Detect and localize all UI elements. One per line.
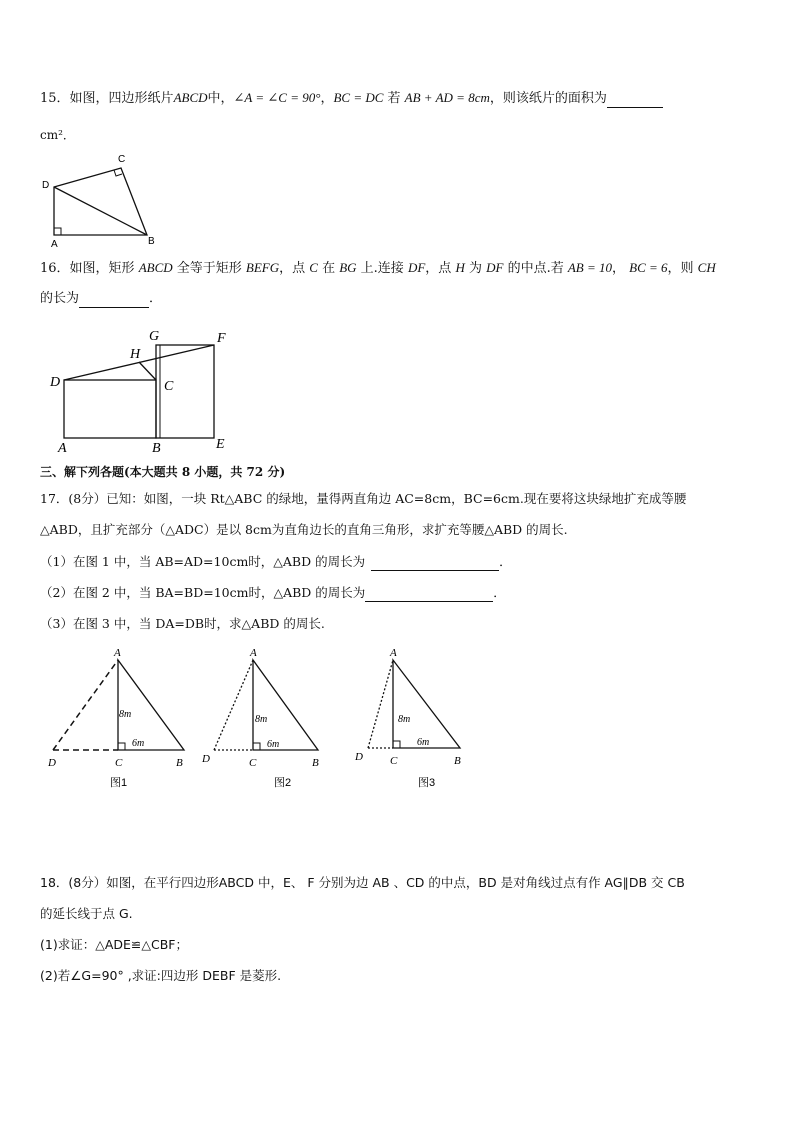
q15-text: 中， (207, 91, 234, 106)
q15-answer-blank[interactable] (607, 93, 663, 108)
q16-line1 (40, 259, 716, 278)
fig3-len-6: 6m (417, 737, 430, 748)
fig1-label-c: C (115, 757, 123, 769)
q15-math-abcd: ABCD (173, 90, 208, 105)
q16-figure (40, 318, 250, 458)
q16-math-ab: AB = 10 (567, 260, 612, 275)
q17-sub1-blank[interactable] (371, 556, 499, 571)
fig1-label-d: D (48, 757, 56, 769)
fig1-len-8: 8m (119, 709, 132, 720)
q15-label-d: D (42, 180, 50, 191)
q17-sub1 (40, 553, 512, 571)
q15-text: 如图，四边形纸片 (69, 91, 174, 106)
q15-math-sum: AB + AD = 8cm (404, 90, 490, 105)
q17-line2: △ABD，且扩充部分（△ADC）是以 8cm为直角边长的直角三角形，求扩充等腰△ABD 的周长. (40, 522, 568, 537)
q16-math-ch: CH (697, 260, 716, 275)
q16-text: ． (149, 291, 163, 306)
q17-sub2-blank[interactable] (365, 587, 493, 602)
fig2-label-b: B (312, 757, 319, 769)
q16-label-e: E (216, 437, 225, 452)
q17-sub2 (40, 584, 506, 602)
q18-sub1: (1)求证：△ADE≌△CBF； (40, 937, 188, 952)
fig1-len-6: 6m (132, 738, 145, 749)
q18-line1: 18．(8分）如图，在平行四边形ABCD 中，E、 F 分别为边 AB 、CD 的中点，BD 是对角线过点有作 AG∥DB 交 CB (40, 875, 685, 890)
fig1-label-a: A (114, 647, 121, 659)
fig2-len-6: 6m (267, 739, 280, 750)
q15-label-c: C (118, 154, 126, 165)
q15-text: ，则该纸片的面积为 (489, 91, 607, 106)
fig2-len-8: 8m (255, 714, 268, 725)
q15-line1 (40, 89, 663, 108)
fig2-label-d: D (202, 753, 210, 765)
q16-label-b: B (152, 441, 161, 456)
q15-label-b: B (148, 236, 155, 247)
q16-text: 上.连接 (356, 261, 408, 276)
q16-label-g: G (149, 329, 160, 344)
q17-sub3: （3）在图 3 中，当 DA=DB时，求△ABD 的周长. (40, 616, 325, 631)
fig3-label-b: B (454, 755, 461, 767)
q17-line1: 17．(8分）已知：如图，一块 Rt△ABC 的绿地，量得两直角边 AC=8cm，BC=6cm.现在要将这块绿地扩充成等腰 (40, 491, 687, 506)
q15-figure (40, 150, 170, 250)
q16-math-bc: BC = 6 (629, 260, 668, 275)
q16-text: 如图，矩形 (69, 261, 139, 276)
q16-text: ， (612, 261, 630, 276)
q17-sub2-end: ． (493, 585, 506, 600)
q15-text: ， (320, 91, 334, 106)
fig3-label-a: A (390, 647, 397, 659)
q17-sub1-end: ． (499, 554, 512, 569)
fig3-len-8: 8m (398, 714, 411, 725)
fig3-label-c: C (390, 755, 398, 767)
q17-figure-3 (350, 642, 480, 792)
q16-text: 为 (464, 261, 487, 276)
q16-label-a: A (58, 441, 67, 456)
q16-math-befg: BEFG (245, 260, 280, 275)
q15-number: 15． (40, 91, 70, 106)
q16-text: 全等于矩形 (172, 261, 246, 276)
fig1-caption: 图1 (110, 777, 128, 789)
q17-figure-2 (198, 642, 338, 792)
section-title: 三、解下列各题(本大题共 8 小题，共 72 分) (40, 465, 286, 479)
q18-line2: 的延长线于点 G. (40, 906, 133, 921)
q16-text: ，则 (667, 261, 698, 276)
q16-math-abcd: ABCD (138, 260, 173, 275)
q17-sub1-text: （1）在图 1 中，当 AB=AD=10cm时，△ABD 的周长为 (40, 554, 366, 569)
fig2-caption: 图2 (274, 777, 292, 789)
q16-math-h: H (455, 260, 465, 275)
q16-text: 的长为 (40, 291, 80, 306)
q17-figure-1 (40, 642, 200, 792)
q16-text: ，点 (425, 261, 456, 276)
fig3-caption: 图3 (418, 777, 436, 789)
q16-label-f: F (217, 331, 226, 346)
q15-text: 若 (383, 91, 405, 106)
q16-line2 (40, 290, 162, 308)
q16-math-c: C (309, 260, 318, 275)
q18-sub2: (2)若∠G=90° ,求证:四边形 DEBF 是菱形. (40, 968, 282, 983)
q15-math-bcdc: BC = DC (333, 90, 384, 105)
q16-text: 在 (317, 261, 340, 276)
q16-label-c: C (164, 379, 174, 394)
q16-number: 16． (40, 261, 70, 276)
q16-label-h: H (130, 347, 141, 362)
fig2-label-c: C (249, 757, 257, 769)
q15-label-a: A (51, 239, 58, 250)
q17-sub2-text: （2）在图 2 中，当 BA=BD=10cm时，△ABD 的周长为 (40, 585, 366, 600)
q16-math-df: DF (407, 260, 426, 275)
q16-text: 的中点.若 (503, 261, 568, 276)
q16-label-d: D (50, 375, 61, 390)
q16-text: ，点 (279, 261, 310, 276)
fig3-label-d: D (355, 751, 363, 763)
q15-unit: cm²． (40, 128, 75, 142)
q15-math-angles: ∠A = ∠C = 90° (233, 90, 321, 105)
q16-math-bg: BG (339, 260, 357, 275)
fig2-label-a: A (250, 647, 257, 659)
q16-math-df: DF (486, 260, 504, 275)
fig1-label-b: B (176, 757, 183, 769)
q16-answer-blank[interactable] (79, 293, 149, 308)
